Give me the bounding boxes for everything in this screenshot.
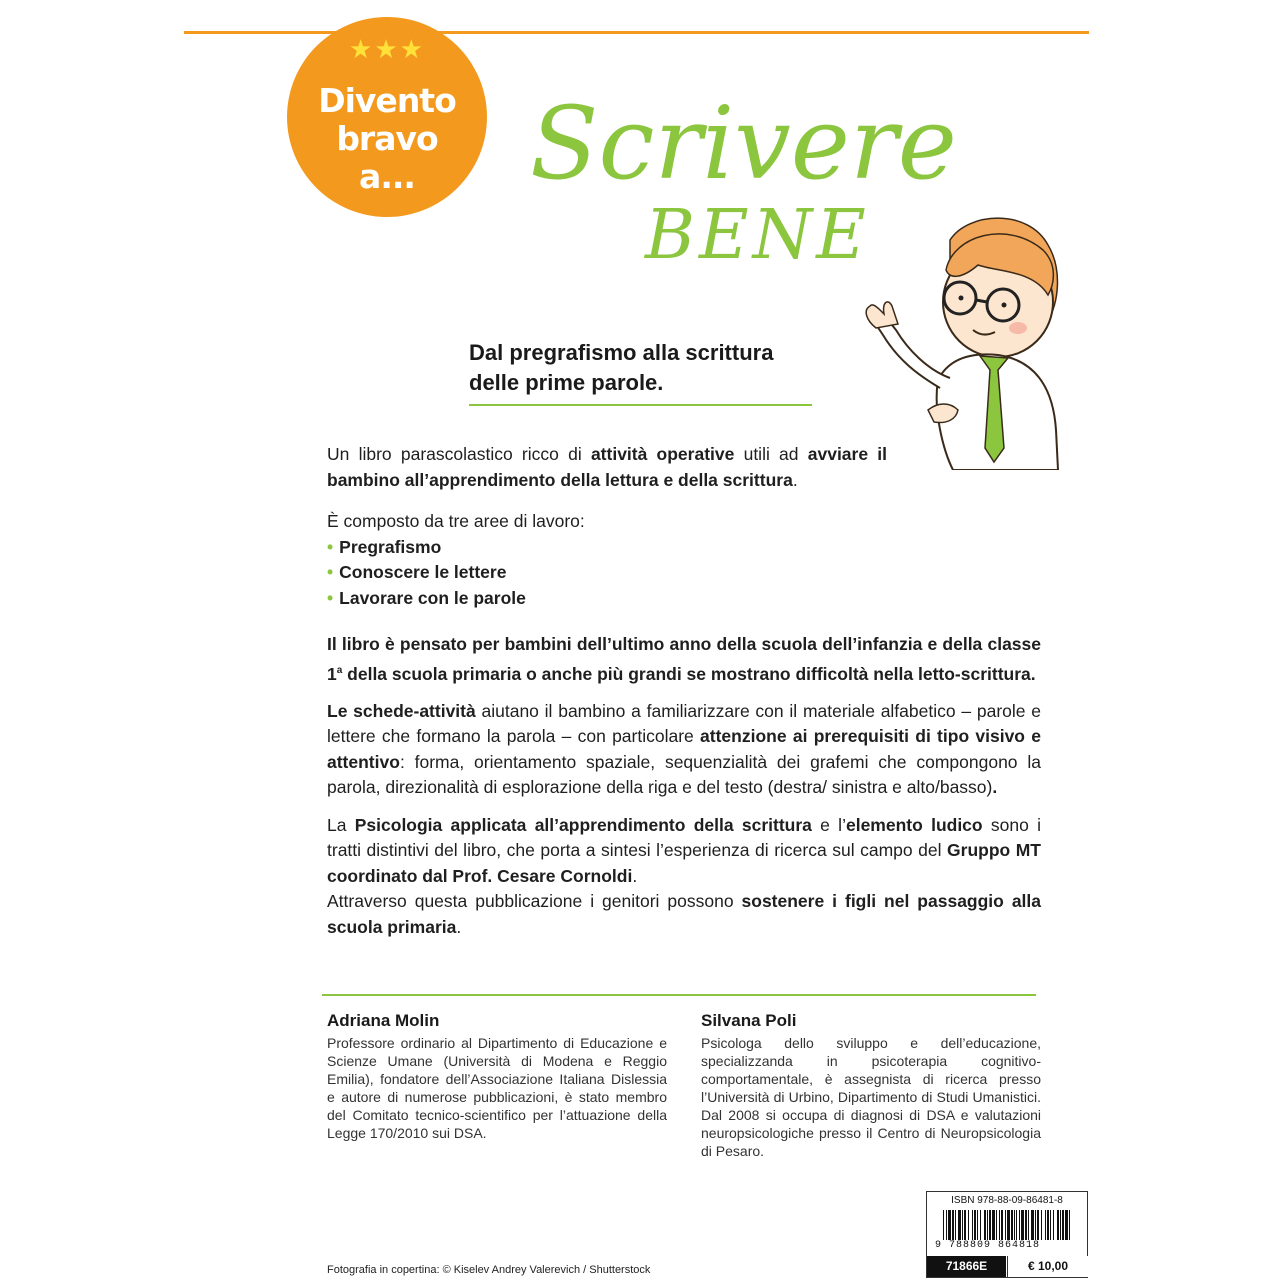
subtitle-line-2: delle prime parole. xyxy=(469,370,664,395)
price: € 10,00 xyxy=(1007,1256,1088,1277)
author-name: Adriana Molin xyxy=(327,1011,440,1030)
activities-paragraph: Le schede-attività aiutano il bambino a familiarizzare con il materiale alfabetico – parole e lettere che formano la parola – con particolare attenzione ai prerequisiti di tipo visivo e attentivo: forma, orientamento spaziale, sequenzialità dei grafemi che compongono la parola, direzionalità di esplorazione della riga e del testo (destra/ sinistra e alto/basso). xyxy=(327,700,1042,798)
author-molin xyxy=(327,1011,667,1142)
intro-bold: attività operative xyxy=(590,444,735,464)
author-bio: Professore ordinario al Dipartimento di Educazione e Scienze Umane (Università di Modena e Reggio Emilia), fondatore dell’Associazione Italiana Dislessia e autore di numerose pubblicazioni, è stato membro del Comitato tecnico-scientifico per l’attuazione della Legge 170/2010 sui DSA. xyxy=(327,1035,667,1141)
barcode-digits: 9 788809 864818 xyxy=(935,1240,1041,1251)
boy-illustration xyxy=(858,210,1068,470)
book-subtitle xyxy=(469,338,849,398)
intro-bold: avviare il bambino all’apprendimento della lettura e della scrittura xyxy=(327,444,888,490)
subtitle-underline xyxy=(469,404,812,406)
subtitle-line-1: Dal pregrafismo alla scrittura xyxy=(469,340,774,365)
barcode-box xyxy=(926,1191,1088,1278)
areas-list xyxy=(327,535,887,612)
title-line-2: BENE xyxy=(645,196,870,270)
badge-line-1: Divento xyxy=(318,81,456,120)
intro-text: . xyxy=(792,469,798,490)
psychology-paragraph: La Psicologia applicata all’apprendimento della scrittura e l’elemento ludico sono i tratti distintivi del libro, che porta a sintesi l’esperienza di ricerca sul campo del Gruppo MT coordinato dal Prof. Cesare Cornoldi. xyxy=(327,814,1042,886)
badge-line-2: bravo xyxy=(336,119,438,158)
intro-text: Un libro parascolastico ricco di xyxy=(327,444,591,464)
intro-paragraph xyxy=(327,442,887,493)
title-line-1: Scrivere xyxy=(530,85,957,202)
barcode-bars xyxy=(943,1210,1071,1240)
list-item: • Conoscere le lettere xyxy=(327,560,887,586)
description-block xyxy=(327,632,1041,940)
parents-paragraph: Attraverso questa pubblicazione i genitori possono sostenere i figli nel passaggio alla scuola primaria. xyxy=(327,891,1042,937)
intro-block xyxy=(327,442,887,611)
areas-lead: È composto da tre aree di lavoro: xyxy=(327,511,585,531)
top-orange-rule xyxy=(184,31,1089,34)
rating-stars: ★★★ xyxy=(349,35,425,65)
authors-rule xyxy=(322,994,1036,996)
list-item: • Lavorare con le parole xyxy=(327,586,887,612)
photo-credit: Fotografia in copertina: © Kiselev Andrey Valerevich / Shutterstock xyxy=(327,1264,651,1276)
audience-paragraph: Il libro è pensato per bambini dell’ultimo anno della scuola dell’infanzia e della classe 1$^a$ della scuola primaria o anche più grandi se mostrano difficoltà nella letto-scrittura. xyxy=(327,634,1041,684)
product-code: 71866E xyxy=(927,1256,1006,1277)
list-item: • Pregrafismo xyxy=(327,535,887,561)
intro-text: utili ad xyxy=(734,444,808,464)
series-badge xyxy=(287,17,487,217)
isbn-label: ISBN 978-88-09-86481-8 xyxy=(951,1195,1063,1206)
author-poli xyxy=(701,1011,1041,1160)
author-bio: Psicologa dello sviluppo e dell’educazione, specializzanda in psicoterapia cognitivo-comportamentale, è assegnista di ricerca presso l’Università di Urbino, Dipartimento di Studi Umanistici. Dal 2008 si occupa di diagnosi di DSA e valutazioni neuropsicologiche presso il Centro di Neuropsicologia di Pesaro. xyxy=(701,1035,1041,1159)
author-name: Silvana Poli xyxy=(701,1011,797,1030)
badge-line-3: a... xyxy=(359,157,415,196)
